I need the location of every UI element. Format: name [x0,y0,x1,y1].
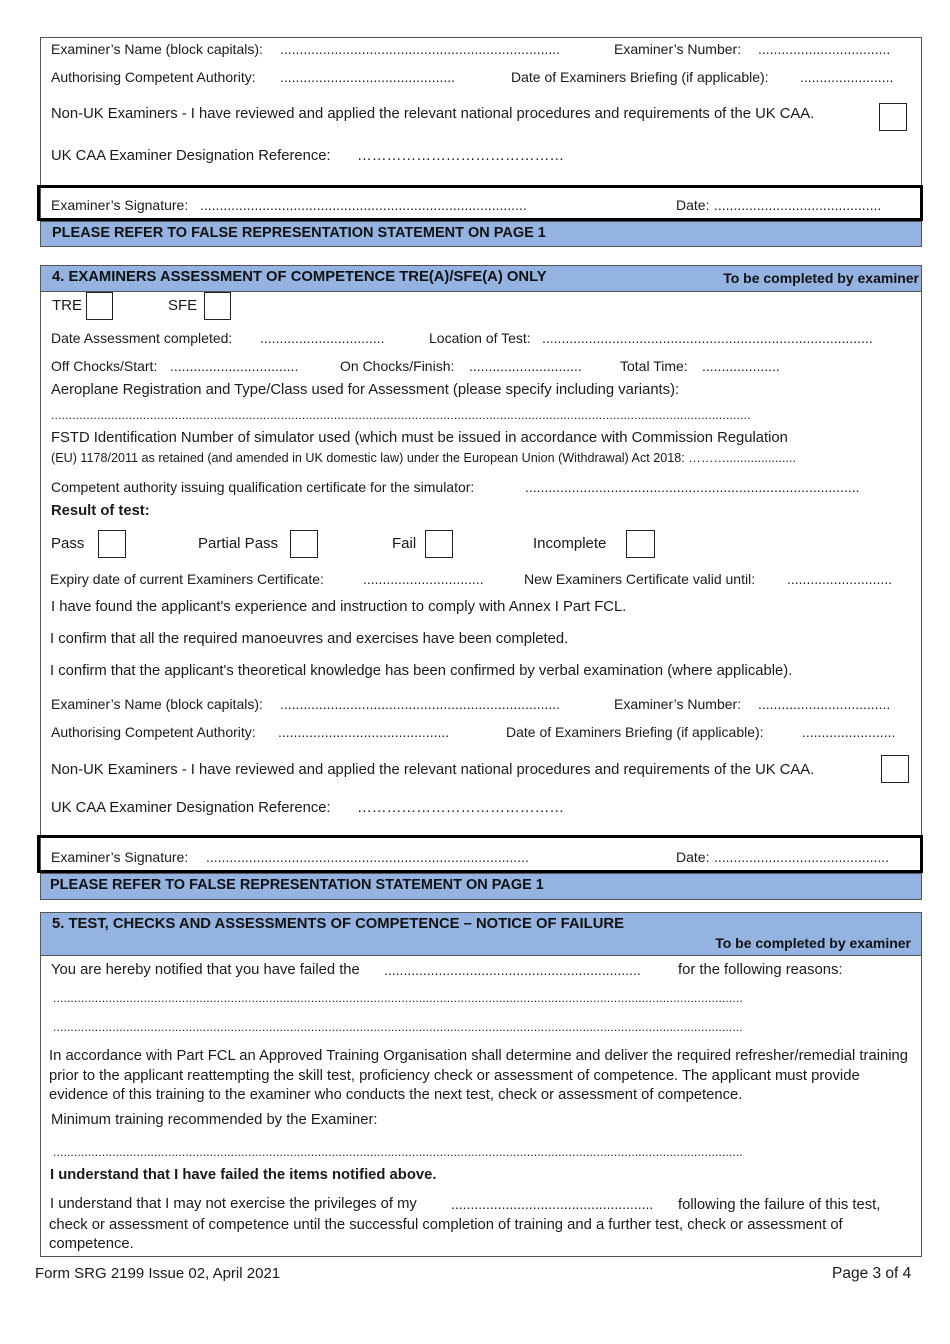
s3-signature-field[interactable]: .................................................................................... [200,197,527,213]
s3-date-field[interactable]: ........................................... [714,197,882,213]
s3-briefing-label: Date of Examiners Briefing (if applicable): [511,69,769,85]
s4-incomplete-label: Incomplete [533,535,607,552]
s4-total-time-field[interactable]: .................... [702,358,780,374]
s3-nonuk-statement: Non-UK Examiners - I have reviewed and applied the relevant national procedures and requirements of the UK CAA. [51,106,815,122]
s5-understand-failed: I understand that I have failed the items notified above. [50,1167,437,1183]
s4-partial-pass-checkbox[interactable] [290,530,318,558]
s4-pass-label: Pass [51,535,85,552]
s3-signature-label: Examiner’s Signature: [51,197,189,213]
s5-completed-by: To be completed by examiner [715,935,911,951]
s4-incomplete-checkbox[interactable] [626,530,655,558]
s4-title: 4. EXAMINERS ASSESSMENT OF COMPETENCE TRE(A)/SFE(A) ONLY [52,269,547,285]
s4-date-assessment-field[interactable]: ................................ [260,330,385,346]
s4-completed-by: To be completed by examiner [723,270,919,286]
s3-examiner-number-label: Examiner’s Number: [614,41,742,57]
s4-result-label: Result of test: [51,503,150,519]
s4-new-cert-field[interactable]: ........................... [787,571,893,587]
s4-nonuk-checkbox[interactable] [881,755,909,783]
s4-off-chocks-label: Off Chocks/Start: [51,358,158,374]
s4-off-chocks-field[interactable]: ................................. [170,358,299,374]
s4-authority-field[interactable]: ............................................ [278,724,450,740]
s4-examiner-name-field[interactable]: ........................................................................ [280,696,561,712]
s4-authority-label: Authorising Competent Authority: [51,724,256,740]
s4-false-representation-banner [40,873,922,900]
s4-examiner-number-field[interactable]: .................................. [758,696,891,712]
s4-statement-knowledge: I confirm that the applicant's theoretical knowledge has been confirmed by verbal examination (where applicable). [50,663,793,679]
s4-location-label: Location of Test: [429,330,531,346]
s4-fail-label: Fail [392,535,417,552]
s3-examiner-name-label: Examiner’s Name (block capitals): [51,41,263,57]
s4-sfe-checkbox[interactable] [204,292,231,320]
s4-new-cert-label: New Examiners Certificate valid until: [524,571,756,587]
s4-fstd-line1: FSTD Identification Number of simulator used (which must be issued in accordance with Commission Regulation [51,430,788,446]
s5-privileges-prefix: I understand that I may not exercise the privileges of my [50,1196,417,1212]
s4-date-field[interactable]: ............................................. [714,849,890,865]
s3-false-representation-banner [40,221,922,247]
s4-partial-pass-label: Partial Pass [198,535,279,552]
s3-date-label: Date: [676,197,710,213]
s5-failed-item-field[interactable]: .................................................................. [384,962,641,978]
s4-nonuk-statement: Non-UK Examiners - I have reviewed and applied the relevant national procedures and requirements of the UK CAA. [51,762,815,778]
s4-statement-experience: I have found the applicant's experience and instruction to comply with Annex I Part FCL. [51,599,627,615]
s5-notified-prefix: You are hereby notified that you have failed the [51,962,360,978]
s4-on-chocks-field[interactable]: ............................. [469,358,582,374]
s5-header [40,912,922,956]
s3-authority-field[interactable]: ............................................. [280,69,456,85]
s4-designation-field[interactable]: …………………………………… [357,800,565,816]
footer-page-number: Page 3 of 4 [832,1265,912,1282]
s4-examiner-name-label: Examiner’s Name (block capitals): [51,696,263,712]
s3-authority-label: Authorising Competent Authority: [51,69,256,85]
s4-designation-label: UK CAA Examiner Designation Reference: [51,800,331,816]
s4-fstd-line2[interactable]: (EU) 1178/2011 as retained (and amended in UK domestic law) under the European Union (Withdrawal) Act 2018: ……….................... [51,451,797,465]
s4-statement-manoeuvres: I confirm that all the required manoeuvres and exercises have been completed. [50,631,569,647]
s4-location-field[interactable]: ..................................................................................... [542,330,873,346]
s4-signature-label: Examiner’s Signature: [51,849,189,865]
s3-false-representation-text: PLEASE REFER TO FALSE REPRESENTATION STATEMENT ON PAGE 1 [52,225,546,241]
s4-date-label: Date: [676,849,710,865]
s5-title: 5. TEST, CHECKS AND ASSESSMENTS OF COMPETENCE – NOTICE OF FAILURE [52,916,624,932]
s5-privileges-field[interactable]: .................................................... [451,1196,654,1212]
s4-pass-checkbox[interactable] [98,530,126,558]
s4-tre-checkbox[interactable] [86,292,113,320]
s4-header [40,265,922,292]
s5-reason-field-2[interactable]: ...................................................................................................................................................................................................... [53,1020,743,1034]
s3-examiner-name-field[interactable]: ........................................................................ [280,41,561,57]
s3-examiner-number-field[interactable]: .................................. [758,41,891,57]
s4-expiry-label: Expiry date of current Examiners Certificate: [50,571,324,587]
s4-aeroplane-label: Aeroplane Registration and Type/Class used for Assessment (please specify including variants): [51,382,680,398]
s3-designation-field[interactable]: …………………………………… [357,148,565,164]
s5-minimum-training-label: Minimum training recommended by the Examiner: [51,1112,378,1128]
s4-tre-label: TRE [52,297,82,314]
s5-notified-suffix: for the following reasons: [678,962,843,978]
s5-privileges-suffix: following the failure of this test, check or assessment of competence until the successful completion of training and a further test, check or assessment of competence. [49,1197,881,1252]
s4-fail-checkbox[interactable] [425,530,453,558]
s4-false-representation-text: PLEASE REFER TO FALSE REPRESENTATION STATEMENT ON PAGE 1 [50,877,544,893]
s3-designation-label: UK CAA Examiner Designation Reference: [51,148,331,164]
s4-date-assessment-label: Date Assessment completed: [51,330,233,346]
s3-briefing-field[interactable]: ........................ [800,69,894,85]
s4-aeroplane-field[interactable]: ...................................................................................................................................................................................................... [51,408,751,422]
s4-briefing-label: Date of Examiners Briefing (if applicable): [506,724,764,740]
s4-sfe-label: SFE [168,297,198,314]
s5-minimum-training-field[interactable]: ...................................................................................................................................................................................................... [53,1145,743,1159]
s4-total-time-label: Total Time: [620,358,688,374]
s5-reason-field-1[interactable]: ...................................................................................................................................................................................................... [53,991,743,1005]
s4-briefing-field[interactable]: ........................ [802,724,896,740]
s5-accordance-paragraph: In accordance with Part FCL an Approved Training Organisation shall determine and deliver the required refresher/remedial training prior to the applicant reattempting the skill test, proficiency check or assessment of competence. The applicant must provide evidence of this training to the examiner who conducts the next test, check or assessment of competence. [49,1048,908,1103]
s4-on-chocks-label: On Chocks/Finish: [340,358,455,374]
s4-competent-label: Competent authority issuing qualification certificate for the simulator: [51,479,475,495]
s4-signature-field[interactable]: ................................................................................... [206,849,529,865]
s4-examiner-number-label: Examiner’s Number: [614,696,742,712]
footer-form-id: Form SRG 2199 Issue 02, April 2021 [35,1265,281,1282]
s4-expiry-field[interactable]: ............................... [363,571,484,587]
s3-nonuk-checkbox[interactable] [879,103,907,131]
s4-competent-field[interactable]: ...................................................................................... [525,479,860,495]
